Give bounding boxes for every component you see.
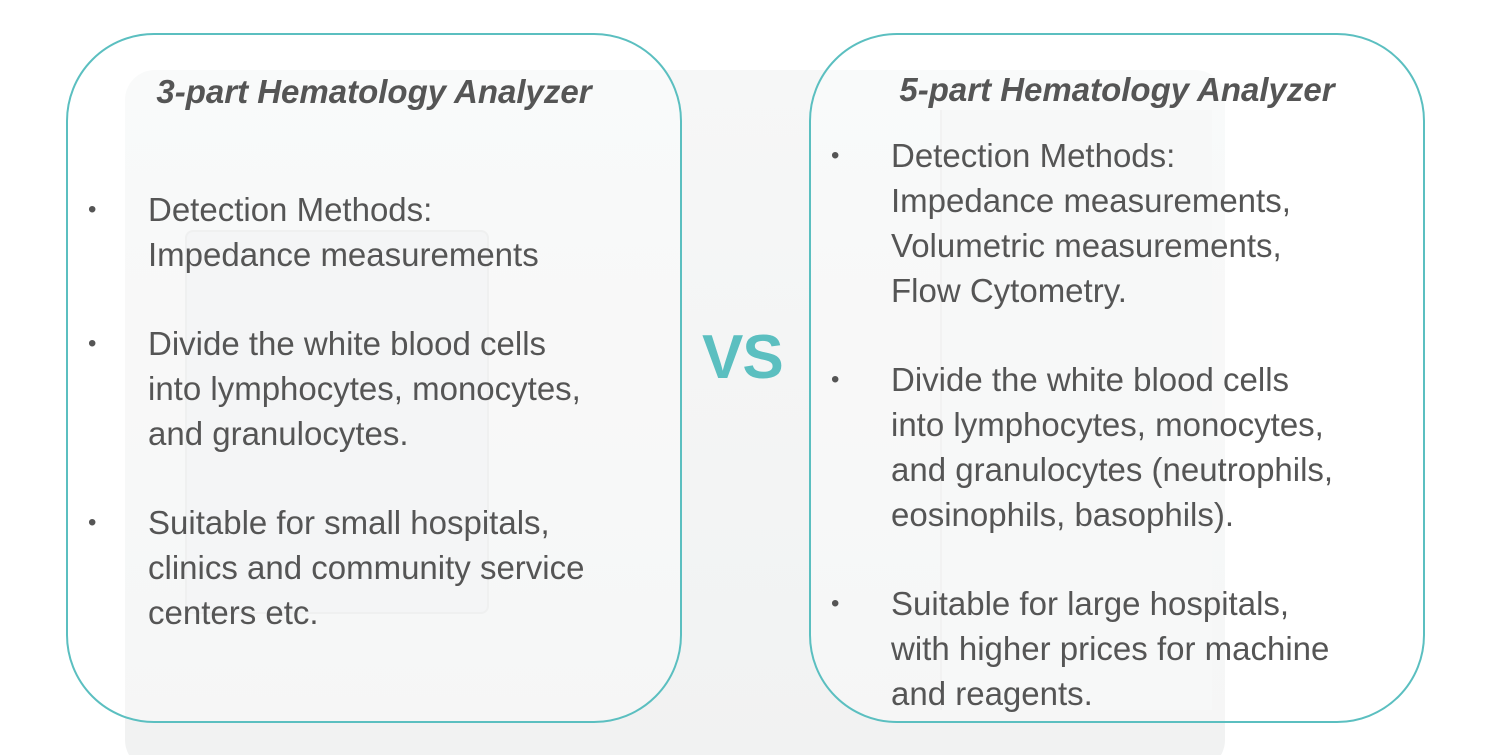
bullet-line: Suitable for small hospitals, xyxy=(148,504,550,541)
bullet-line: Divide the white blood cells xyxy=(891,361,1290,398)
bullet-dot: • xyxy=(88,509,97,536)
bullet-line: with higher prices for machine xyxy=(891,630,1330,667)
bullet-line: eosinophils, basophils). xyxy=(891,496,1235,533)
five-part-analyzer-card xyxy=(809,33,1425,723)
bullet-line: centers etc. xyxy=(148,594,319,631)
bullet-line: Impedance measurements, xyxy=(891,182,1291,219)
bullet-line: Volumetric measurements, xyxy=(891,227,1282,264)
bullet-dot: • xyxy=(831,142,840,169)
bullet-line: clinics and community service xyxy=(148,549,585,586)
bullet-line: Detection Methods: xyxy=(148,191,433,228)
three-part-analyzer-card xyxy=(66,33,682,723)
bullet-line: Flow Cytometry. xyxy=(891,272,1127,309)
bullet-line: into lymphocytes, monocytes, xyxy=(148,370,581,407)
bullet-list xyxy=(82,187,672,635)
bullet-item xyxy=(825,357,1415,537)
bullet-dot: • xyxy=(88,196,97,223)
bullet-dot: • xyxy=(831,590,840,617)
bullet-item xyxy=(82,321,672,456)
bullet-dot: • xyxy=(88,330,97,357)
bullet-item xyxy=(825,581,1415,716)
bullet-line: and granulocytes (neutrophils, xyxy=(891,451,1334,488)
bullet-line: and reagents. xyxy=(891,675,1093,712)
card-title: 3-part Hematology Analyzer xyxy=(156,73,592,110)
bullet-line: Divide the white blood cells xyxy=(148,325,547,362)
bullet-line: into lymphocytes, monocytes, xyxy=(891,406,1324,443)
bullet-line: Impedance measurements xyxy=(148,236,539,273)
bullet-line: and granulocytes. xyxy=(148,415,409,452)
bullet-line: Detection Methods: xyxy=(891,137,1176,174)
bullet-item xyxy=(82,500,672,635)
vs-label: VS xyxy=(702,323,783,392)
bullet-dot: • xyxy=(831,366,840,393)
bullet-list xyxy=(825,133,1415,716)
bullet-line: Suitable for large hospitals, xyxy=(891,585,1290,622)
bullet-item xyxy=(82,187,672,277)
card-title: 5-part Hematology Analyzer xyxy=(899,71,1335,108)
bullet-item xyxy=(825,133,1415,313)
